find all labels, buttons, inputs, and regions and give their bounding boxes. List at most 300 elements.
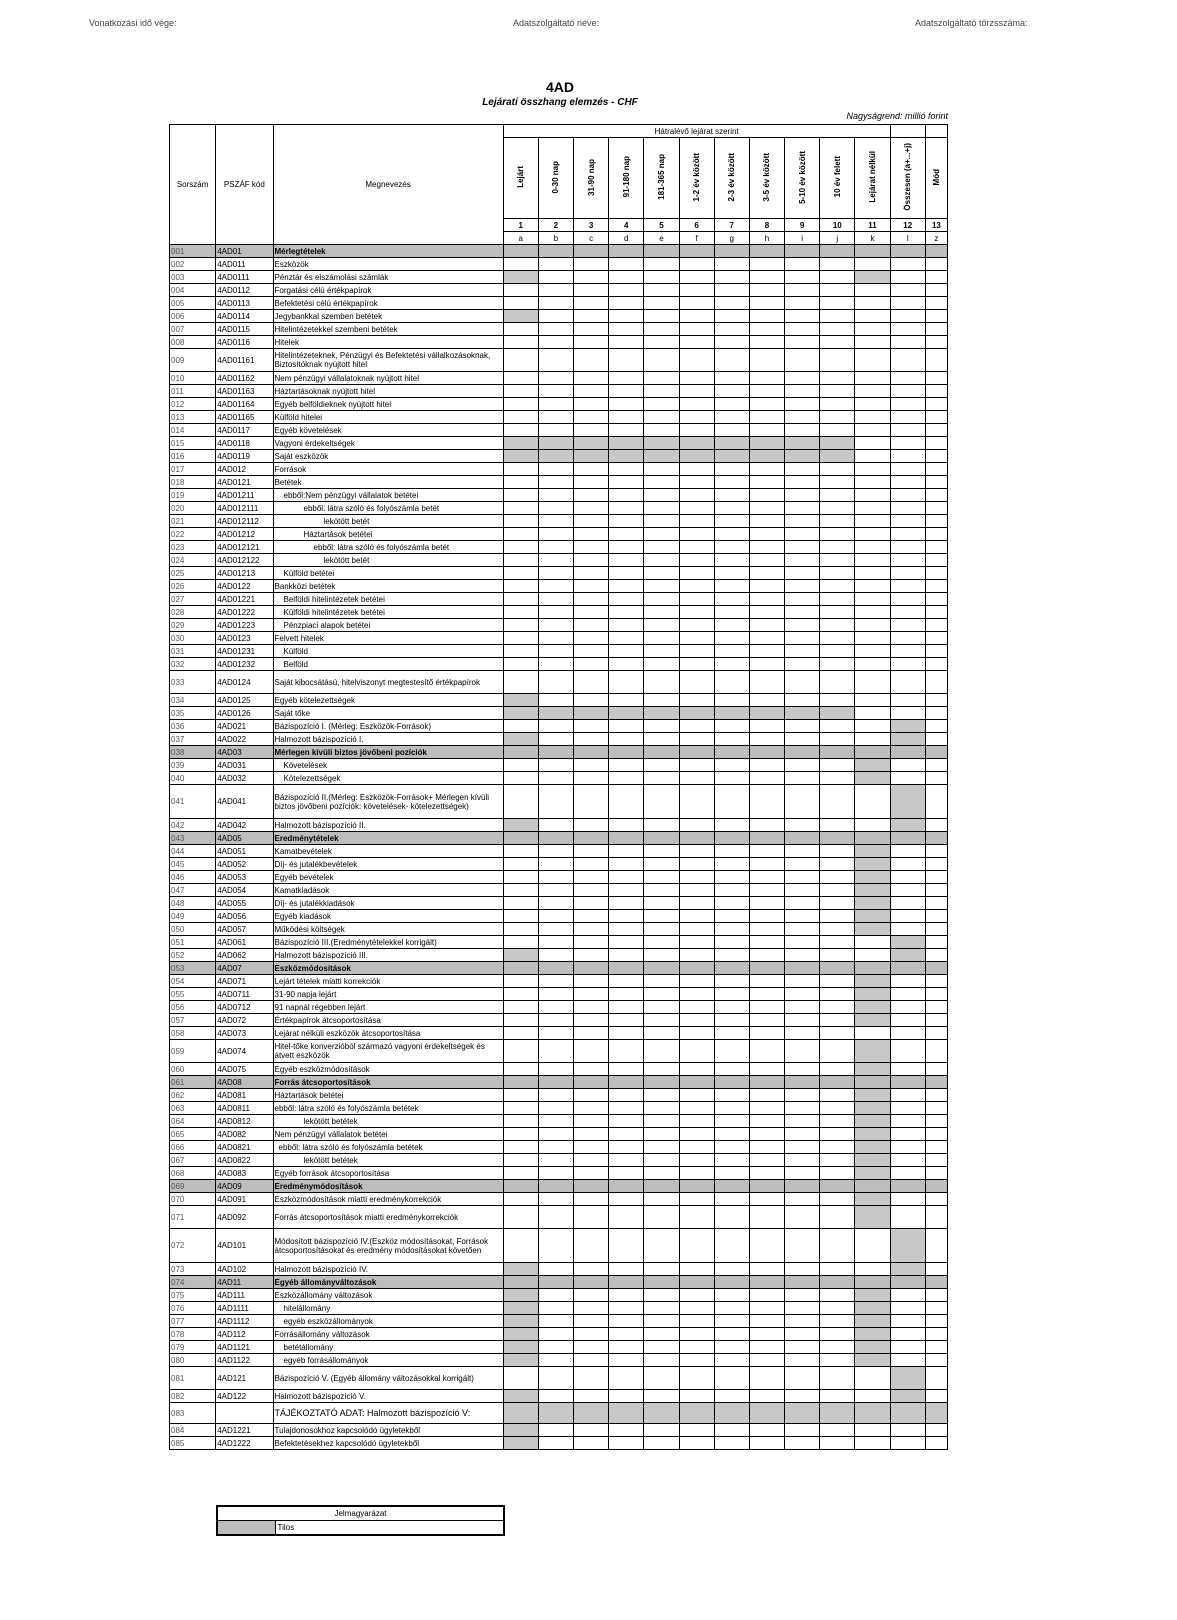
data-cell[interactable]: [573, 476, 608, 489]
data-cell[interactable]: [679, 541, 714, 554]
data-cell[interactable]: [890, 772, 925, 785]
data-cell[interactable]: [503, 1063, 538, 1076]
data-cell[interactable]: [679, 398, 714, 411]
data-cell[interactable]: [503, 463, 538, 476]
data-cell[interactable]: [749, 1302, 784, 1315]
data-cell[interactable]: [785, 962, 820, 975]
data-cell[interactable]: [855, 910, 890, 923]
data-cell[interactable]: [679, 671, 714, 694]
data-cell[interactable]: [714, 1354, 749, 1367]
data-cell[interactable]: [714, 450, 749, 463]
data-cell[interactable]: [609, 515, 644, 528]
data-cell[interactable]: [714, 1315, 749, 1328]
data-cell[interactable]: [538, 1341, 573, 1354]
data-cell[interactable]: [573, 1315, 608, 1328]
data-cell[interactable]: [749, 1128, 784, 1141]
data-cell[interactable]: [714, 463, 749, 476]
data-cell[interactable]: [749, 1027, 784, 1040]
data-cell[interactable]: [609, 1014, 644, 1027]
data-cell[interactable]: [609, 1193, 644, 1206]
data-cell[interactable]: [890, 1390, 925, 1403]
data-cell[interactable]: [609, 1115, 644, 1128]
data-cell[interactable]: [855, 1206, 890, 1229]
data-cell[interactable]: [749, 845, 784, 858]
data-cell[interactable]: [538, 1102, 573, 1115]
data-cell[interactable]: [890, 1063, 925, 1076]
data-cell[interactable]: [785, 746, 820, 759]
data-cell[interactable]: [644, 923, 679, 936]
data-cell[interactable]: [644, 897, 679, 910]
data-cell[interactable]: [538, 785, 573, 819]
data-cell[interactable]: [855, 988, 890, 1001]
data-cell[interactable]: [855, 858, 890, 871]
data-cell[interactable]: [609, 1154, 644, 1167]
data-cell[interactable]: [714, 349, 749, 372]
data-cell[interactable]: [503, 1206, 538, 1229]
data-cell[interactable]: [820, 245, 855, 258]
data-cell[interactable]: [785, 1001, 820, 1014]
data-cell[interactable]: [855, 1437, 890, 1450]
data-cell[interactable]: [503, 424, 538, 437]
data-cell[interactable]: [573, 502, 608, 515]
data-cell[interactable]: [644, 910, 679, 923]
data-cell[interactable]: [855, 1302, 890, 1315]
data-cell[interactable]: [785, 258, 820, 271]
data-cell[interactable]: [679, 884, 714, 897]
data-cell[interactable]: [785, 476, 820, 489]
data-cell[interactable]: [609, 450, 644, 463]
data-cell[interactable]: [679, 707, 714, 720]
data-cell[interactable]: [785, 949, 820, 962]
data-cell[interactable]: [503, 1289, 538, 1302]
data-cell[interactable]: [538, 424, 573, 437]
data-cell[interactable]: [609, 671, 644, 694]
data-cell[interactable]: [573, 1001, 608, 1014]
data-cell[interactable]: [749, 489, 784, 502]
data-cell[interactable]: [538, 975, 573, 988]
data-cell[interactable]: [749, 694, 784, 707]
data-cell[interactable]: [749, 258, 784, 271]
data-cell[interactable]: [714, 567, 749, 580]
data-cell[interactable]: [503, 606, 538, 619]
data-cell[interactable]: [785, 463, 820, 476]
data-cell[interactable]: [855, 245, 890, 258]
data-cell[interactable]: [820, 297, 855, 310]
data-cell[interactable]: [503, 1328, 538, 1341]
data-cell[interactable]: [609, 1354, 644, 1367]
data-cell[interactable]: [855, 772, 890, 785]
data-cell[interactable]: [820, 645, 855, 658]
data-cell[interactable]: [925, 1001, 947, 1014]
data-cell[interactable]: [925, 858, 947, 871]
data-cell[interactable]: [925, 1063, 947, 1076]
data-cell[interactable]: [644, 323, 679, 336]
data-cell[interactable]: [503, 528, 538, 541]
data-cell[interactable]: [679, 1115, 714, 1128]
data-cell[interactable]: [890, 463, 925, 476]
data-cell[interactable]: [609, 746, 644, 759]
data-cell[interactable]: [925, 671, 947, 694]
data-cell[interactable]: [503, 502, 538, 515]
data-cell[interactable]: [573, 759, 608, 772]
data-cell[interactable]: [925, 284, 947, 297]
data-cell[interactable]: [644, 1229, 679, 1263]
data-cell[interactable]: [538, 1076, 573, 1089]
data-cell[interactable]: [855, 962, 890, 975]
data-cell[interactable]: [890, 1354, 925, 1367]
data-cell[interactable]: [609, 245, 644, 258]
data-cell[interactable]: [573, 975, 608, 988]
data-cell[interactable]: [820, 632, 855, 645]
data-cell[interactable]: [573, 450, 608, 463]
data-cell[interactable]: [609, 1328, 644, 1341]
data-cell[interactable]: [679, 580, 714, 593]
data-cell[interactable]: [644, 271, 679, 284]
data-cell[interactable]: [785, 1367, 820, 1390]
data-cell[interactable]: [679, 632, 714, 645]
data-cell[interactable]: [925, 1229, 947, 1263]
data-cell[interactable]: [538, 884, 573, 897]
data-cell[interactable]: [925, 502, 947, 515]
data-cell[interactable]: [749, 819, 784, 832]
data-cell[interactable]: [749, 1229, 784, 1263]
data-cell[interactable]: [820, 1076, 855, 1089]
data-cell[interactable]: [820, 336, 855, 349]
data-cell[interactable]: [538, 1040, 573, 1063]
data-cell[interactable]: [785, 310, 820, 323]
data-cell[interactable]: [503, 1027, 538, 1040]
data-cell[interactable]: [890, 1289, 925, 1302]
data-cell[interactable]: [573, 871, 608, 884]
data-cell[interactable]: [503, 1403, 538, 1424]
data-cell[interactable]: [890, 1027, 925, 1040]
data-cell[interactable]: [925, 385, 947, 398]
data-cell[interactable]: [855, 1263, 890, 1276]
data-cell[interactable]: [714, 832, 749, 845]
data-cell[interactable]: [749, 310, 784, 323]
data-cell[interactable]: [644, 845, 679, 858]
data-cell[interactable]: [785, 1354, 820, 1367]
data-cell[interactable]: [890, 1040, 925, 1063]
data-cell[interactable]: [714, 1437, 749, 1450]
data-cell[interactable]: [714, 645, 749, 658]
data-cell[interactable]: [855, 502, 890, 515]
data-cell[interactable]: [644, 720, 679, 733]
data-cell[interactable]: [503, 1276, 538, 1289]
data-cell[interactable]: [503, 1154, 538, 1167]
data-cell[interactable]: [890, 349, 925, 372]
data-cell[interactable]: [855, 349, 890, 372]
data-cell[interactable]: [820, 884, 855, 897]
data-cell[interactable]: [609, 884, 644, 897]
data-cell[interactable]: [644, 988, 679, 1001]
data-cell[interactable]: [644, 476, 679, 489]
data-cell[interactable]: [785, 424, 820, 437]
data-cell[interactable]: [820, 1102, 855, 1115]
data-cell[interactable]: [749, 923, 784, 936]
data-cell[interactable]: [503, 1341, 538, 1354]
data-cell[interactable]: [890, 1115, 925, 1128]
data-cell[interactable]: [855, 372, 890, 385]
data-cell[interactable]: [855, 936, 890, 949]
data-cell[interactable]: [925, 936, 947, 949]
data-cell[interactable]: [503, 1390, 538, 1403]
data-cell[interactable]: [785, 910, 820, 923]
data-cell[interactable]: [538, 554, 573, 567]
data-cell[interactable]: [503, 1128, 538, 1141]
data-cell[interactable]: [538, 1027, 573, 1040]
data-cell[interactable]: [890, 489, 925, 502]
data-cell[interactable]: [925, 1040, 947, 1063]
data-cell[interactable]: [538, 619, 573, 632]
data-cell[interactable]: [890, 271, 925, 284]
data-cell[interactable]: [609, 349, 644, 372]
data-cell[interactable]: [573, 772, 608, 785]
data-cell[interactable]: [785, 1089, 820, 1102]
data-cell[interactable]: [538, 988, 573, 1001]
data-cell[interactable]: [855, 606, 890, 619]
data-cell[interactable]: [820, 528, 855, 541]
data-cell[interactable]: [890, 1367, 925, 1390]
data-cell[interactable]: [679, 271, 714, 284]
data-cell[interactable]: [855, 1128, 890, 1141]
data-cell[interactable]: [749, 398, 784, 411]
data-cell[interactable]: [714, 897, 749, 910]
data-cell[interactable]: [925, 437, 947, 450]
data-cell[interactable]: [890, 936, 925, 949]
data-cell[interactable]: [679, 258, 714, 271]
data-cell[interactable]: [890, 1437, 925, 1450]
data-cell[interactable]: [573, 1076, 608, 1089]
data-cell[interactable]: [644, 1354, 679, 1367]
data-cell[interactable]: [890, 1014, 925, 1027]
data-cell[interactable]: [749, 1115, 784, 1128]
data-cell[interactable]: [503, 988, 538, 1001]
data-cell[interactable]: [749, 372, 784, 385]
data-cell[interactable]: [538, 858, 573, 871]
data-cell[interactable]: [820, 858, 855, 871]
data-cell[interactable]: [925, 1167, 947, 1180]
data-cell[interactable]: [749, 858, 784, 871]
data-cell[interactable]: [538, 707, 573, 720]
data-cell[interactable]: [890, 897, 925, 910]
data-cell[interactable]: [785, 1154, 820, 1167]
data-cell[interactable]: [855, 897, 890, 910]
data-cell[interactable]: [749, 411, 784, 424]
data-cell[interactable]: [538, 1263, 573, 1276]
data-cell[interactable]: [855, 845, 890, 858]
data-cell[interactable]: [609, 372, 644, 385]
data-cell[interactable]: [714, 476, 749, 489]
data-cell[interactable]: [538, 1229, 573, 1263]
data-cell[interactable]: [890, 567, 925, 580]
data-cell[interactable]: [609, 541, 644, 554]
data-cell[interactable]: [538, 580, 573, 593]
data-cell[interactable]: [749, 1076, 784, 1089]
data-cell[interactable]: [820, 707, 855, 720]
data-cell[interactable]: [925, 593, 947, 606]
data-cell[interactable]: [890, 1229, 925, 1263]
data-cell[interactable]: [538, 1014, 573, 1027]
data-cell[interactable]: [890, 949, 925, 962]
data-cell[interactable]: [503, 619, 538, 632]
data-cell[interactable]: [890, 593, 925, 606]
data-cell[interactable]: [679, 923, 714, 936]
data-cell[interactable]: [820, 1367, 855, 1390]
data-cell[interactable]: [503, 554, 538, 567]
data-cell[interactable]: [573, 1027, 608, 1040]
data-cell[interactable]: [820, 975, 855, 988]
data-cell[interactable]: [609, 1341, 644, 1354]
data-cell[interactable]: [714, 1328, 749, 1341]
data-cell[interactable]: [503, 411, 538, 424]
data-cell[interactable]: [785, 671, 820, 694]
data-cell[interactable]: [644, 489, 679, 502]
data-cell[interactable]: [644, 1315, 679, 1328]
data-cell[interactable]: [925, 1180, 947, 1193]
data-cell[interactable]: [749, 1403, 784, 1424]
data-cell[interactable]: [503, 489, 538, 502]
data-cell[interactable]: [538, 1089, 573, 1102]
data-cell[interactable]: [503, 1229, 538, 1263]
data-cell[interactable]: [749, 554, 784, 567]
data-cell[interactable]: [714, 245, 749, 258]
data-cell[interactable]: [925, 975, 947, 988]
data-cell[interactable]: [679, 284, 714, 297]
data-cell[interactable]: [573, 463, 608, 476]
data-cell[interactable]: [749, 297, 784, 310]
data-cell[interactable]: [503, 284, 538, 297]
data-cell[interactable]: [644, 884, 679, 897]
data-cell[interactable]: [573, 1328, 608, 1341]
data-cell[interactable]: [503, 297, 538, 310]
data-cell[interactable]: [644, 1367, 679, 1390]
data-cell[interactable]: [644, 593, 679, 606]
data-cell[interactable]: [714, 694, 749, 707]
data-cell[interactable]: [820, 1089, 855, 1102]
data-cell[interactable]: [573, 962, 608, 975]
data-cell[interactable]: [538, 541, 573, 554]
data-cell[interactable]: [785, 336, 820, 349]
data-cell[interactable]: [644, 245, 679, 258]
data-cell[interactable]: [820, 580, 855, 593]
data-cell[interactable]: [644, 746, 679, 759]
data-cell[interactable]: [714, 632, 749, 645]
data-cell[interactable]: [890, 310, 925, 323]
data-cell[interactable]: [785, 1027, 820, 1040]
data-cell[interactable]: [820, 1424, 855, 1437]
data-cell[interactable]: [714, 884, 749, 897]
data-cell[interactable]: [925, 845, 947, 858]
data-cell[interactable]: [785, 632, 820, 645]
data-cell[interactable]: [503, 450, 538, 463]
data-cell[interactable]: [925, 476, 947, 489]
data-cell[interactable]: [573, 1141, 608, 1154]
data-cell[interactable]: [749, 284, 784, 297]
data-cell[interactable]: [925, 463, 947, 476]
data-cell[interactable]: [820, 746, 855, 759]
data-cell[interactable]: [503, 437, 538, 450]
data-cell[interactable]: [573, 489, 608, 502]
data-cell[interactable]: [925, 1276, 947, 1289]
data-cell[interactable]: [785, 658, 820, 671]
data-cell[interactable]: [609, 1229, 644, 1263]
data-cell[interactable]: [644, 284, 679, 297]
data-cell[interactable]: [749, 1354, 784, 1367]
data-cell[interactable]: [890, 1193, 925, 1206]
data-cell[interactable]: [538, 733, 573, 746]
data-cell[interactable]: [785, 437, 820, 450]
data-cell[interactable]: [925, 759, 947, 772]
data-cell[interactable]: [503, 541, 538, 554]
data-cell[interactable]: [609, 949, 644, 962]
data-cell[interactable]: [609, 1315, 644, 1328]
data-cell[interactable]: [714, 1403, 749, 1424]
data-cell[interactable]: [609, 845, 644, 858]
data-cell[interactable]: [820, 489, 855, 502]
data-cell[interactable]: [714, 988, 749, 1001]
data-cell[interactable]: [785, 411, 820, 424]
data-cell[interactable]: [890, 988, 925, 1001]
data-cell[interactable]: [503, 785, 538, 819]
data-cell[interactable]: [644, 772, 679, 785]
data-cell[interactable]: [644, 1102, 679, 1115]
data-cell[interactable]: [679, 720, 714, 733]
data-cell[interactable]: [855, 1001, 890, 1014]
data-cell[interactable]: [538, 1289, 573, 1302]
data-cell[interactable]: [503, 759, 538, 772]
data-cell[interactable]: [785, 720, 820, 733]
data-cell[interactable]: [855, 1115, 890, 1128]
data-cell[interactable]: [679, 515, 714, 528]
data-cell[interactable]: [644, 398, 679, 411]
data-cell[interactable]: [749, 463, 784, 476]
data-cell[interactable]: [855, 567, 890, 580]
data-cell[interactable]: [890, 1076, 925, 1089]
data-cell[interactable]: [749, 1276, 784, 1289]
data-cell[interactable]: [503, 476, 538, 489]
data-cell[interactable]: [644, 1424, 679, 1437]
data-cell[interactable]: [573, 1437, 608, 1450]
data-cell[interactable]: [785, 1437, 820, 1450]
data-cell[interactable]: [679, 619, 714, 632]
data-cell[interactable]: [925, 949, 947, 962]
data-cell[interactable]: [820, 1014, 855, 1027]
data-cell[interactable]: [644, 372, 679, 385]
data-cell[interactable]: [714, 554, 749, 567]
data-cell[interactable]: [538, 645, 573, 658]
data-cell[interactable]: [503, 1141, 538, 1154]
data-cell[interactable]: [925, 1367, 947, 1390]
data-cell[interactable]: [609, 271, 644, 284]
data-cell[interactable]: [538, 528, 573, 541]
data-cell[interactable]: [573, 411, 608, 424]
data-cell[interactable]: [785, 619, 820, 632]
data-cell[interactable]: [679, 785, 714, 819]
data-cell[interactable]: [749, 988, 784, 1001]
data-cell[interactable]: [785, 1193, 820, 1206]
data-cell[interactable]: [679, 437, 714, 450]
data-cell[interactable]: [609, 580, 644, 593]
data-cell[interactable]: [714, 936, 749, 949]
data-cell[interactable]: [890, 1154, 925, 1167]
data-cell[interactable]: [644, 1027, 679, 1040]
data-cell[interactable]: [785, 398, 820, 411]
data-cell[interactable]: [714, 593, 749, 606]
data-cell[interactable]: [820, 1001, 855, 1014]
data-cell[interactable]: [925, 271, 947, 284]
data-cell[interactable]: [855, 463, 890, 476]
